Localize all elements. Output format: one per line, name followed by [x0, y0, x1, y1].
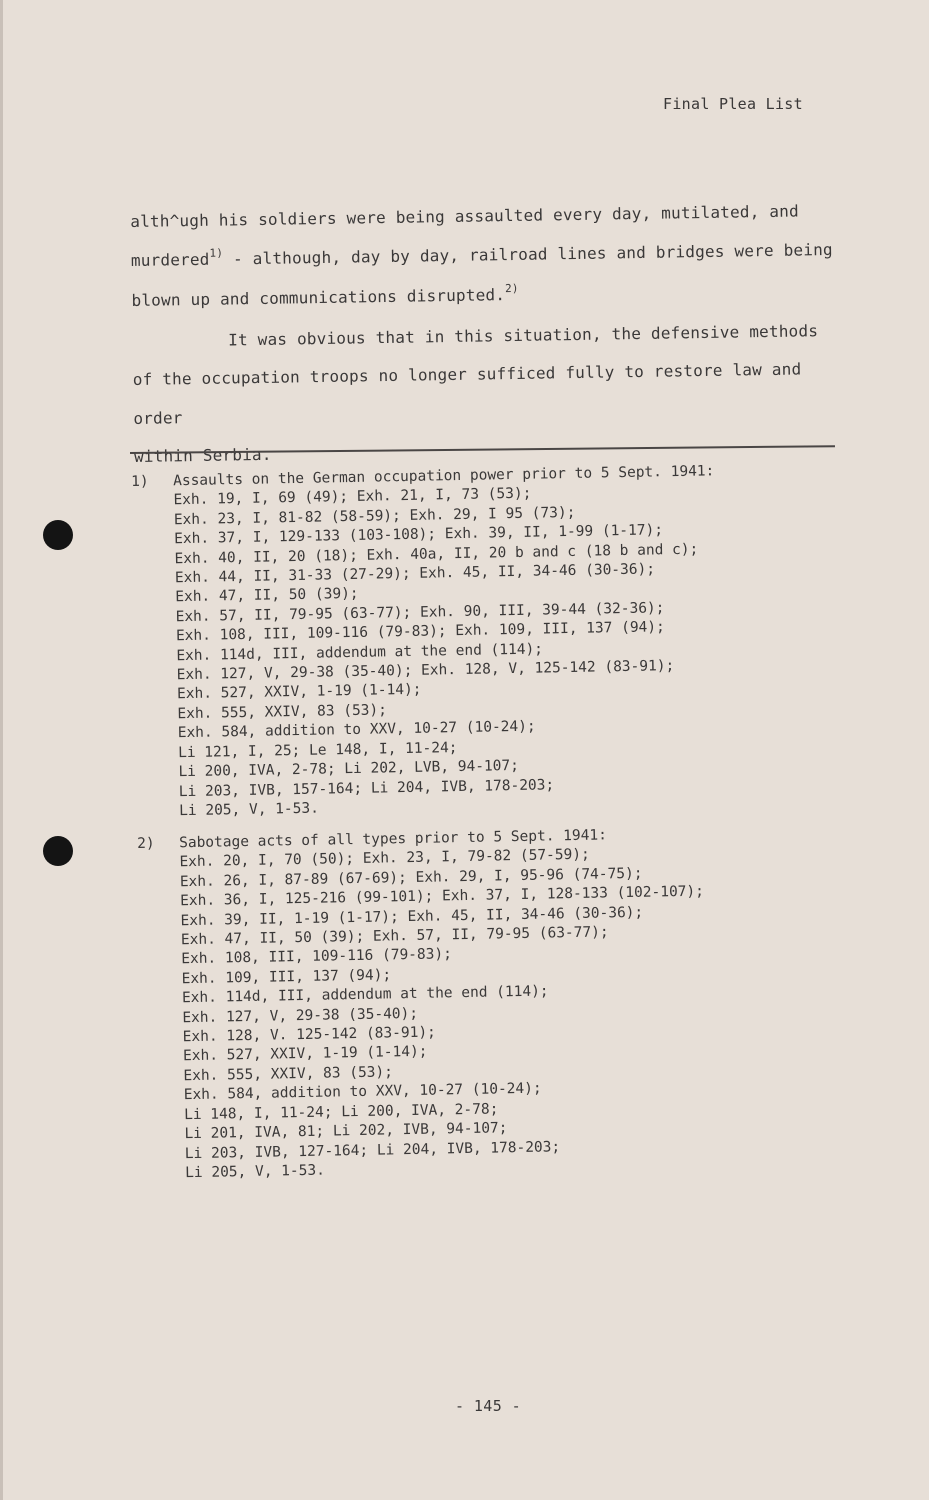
footnote-line: Assaults on the German occupation power prior to 5 Sept. 1941: [173, 463, 715, 490]
footnote-line: Exh. 555, XXIV, 83 (53); [177, 702, 388, 723]
footnote-line: Exh. 23, I, 81-82 (58-59); Exh. 29, I 95 (73); [173, 504, 576, 529]
footnote-line: Li 200, IVA, 2-78; Li 202, LVB, 94-107; [178, 758, 520, 781]
footnote-line: Exh. 26, I, 87-89 (67-69); Exh. 29, I, 95-96 (74-75); [179, 865, 643, 891]
footnote-line: Li 203, IVB, 157-164; Li 204, IVB, 178-203; [178, 776, 555, 800]
body-line-text: within Serbia. [133, 444, 272, 466]
body-line-text: alth^ugh his soldiers were being assaulted every day, mutilated, and [130, 201, 799, 231]
punch-hole [43, 520, 73, 550]
page-number: - 145 - [455, 1397, 522, 1415]
footnote-line: Exh. 127, V, 29-38 (35-40); Exh. 128, V, 125-142 (83-91); [176, 658, 675, 684]
body-text [130, 192, 846, 477]
footnote-line: Sabotage acts of all types prior to 5 Sept. 1941: [179, 827, 607, 852]
footnote-line: Exh. 114d, III, addendum at the end (114); [176, 641, 544, 664]
footnote-line: Li 205, V, 1-53. [179, 800, 320, 820]
footnote-line: Exh. 527, XXIV, 1-19 (1-14); [182, 1044, 428, 1065]
footnote-line: Exh. 47, II, 50 (39); [175, 586, 359, 606]
body-line-text: It was obvious that in this situation, the defensive methods [228, 320, 819, 349]
footnote-line: Exh. 44, II, 31-33 (27-29); Exh. 45, II, 34-46 (30-36); [174, 561, 656, 587]
footnote-number: 1) [131, 473, 149, 490]
footnote-line: Exh. 108, III, 109-116 (79-83); [181, 946, 453, 968]
footnote-line: Exh. 109, III, 137 (94); [181, 967, 392, 988]
footnote-line: Li 148, I, 11-24; Li 200, IVA, 2-78; [183, 1101, 499, 1123]
footnote-2 [137, 825, 709, 1185]
body-line-text: blown up and communications disrupted. [131, 285, 506, 310]
footnote-line: Li 201, IVA, 81; Li 202, IVB, 94-107; [184, 1120, 508, 1143]
footnote-line: Exh. 108, III, 109-116 (79-83); Exh. 109, III, 137 (94); [175, 619, 665, 645]
footnote-line: Exh. 114d, III, addendum at the end (114); [181, 983, 549, 1007]
footnote-line: Exh. 47, II, 50 (39); Exh. 57, II, 79-95 (63-77); [180, 924, 609, 949]
footnote-line: Exh. 40, II, 20 (18); Exh. 40a, II, 20 b and c (18 b and c); [174, 541, 699, 567]
footnote-1 [131, 462, 721, 822]
footnote-line: Exh. 37, I, 129-133 (103-108); Exh. 39, II, 1-99 (1-17); [174, 522, 664, 548]
footnote-number: 2) [137, 835, 155, 852]
footnote-line: Exh. 57, II, 79-95 (63-77); Exh. 90, III, 39-44 (32-36); [175, 600, 665, 626]
footnote-ref: 1) [209, 246, 224, 260]
body-line-text: - although, day by day, railroad lines and bridges were being [223, 239, 833, 269]
punch-hole [43, 836, 73, 866]
body-line-text: of the occupation troops no longer sufficed fully to restore law and order [132, 359, 802, 428]
footnote-line: Exh. 527, XXIV, 1-19 (1-14); [176, 682, 422, 703]
footnote-line: Li 121, I, 25; Le 148, I, 11-24; [177, 739, 458, 761]
footnote-ref: 2) [504, 281, 519, 296]
footnote-line: Exh. 39, II, 1-19 (1-17); Exh. 45, II, 34-46 (30-36); [180, 904, 644, 929]
footnote-line: Li 203, IVB, 127-164; Li 204, IVB, 178-203; [184, 1138, 561, 1162]
footnote-line: Exh. 20, I, 70 (50); Exh. 23, I, 79-82 (57-59); [179, 847, 590, 871]
footnote-line: Exh. 555, XXIV, 83 (53); [183, 1064, 394, 1085]
footnote-line: Exh. 584, addition to XXV, 10-27 (10-24); [177, 718, 536, 742]
footnote-line: Exh. 127, V, 29-38 (35-40); [182, 1005, 419, 1026]
page-edge [0, 0, 3, 1500]
footnote-line: Exh. 584, addition to XXV, 10-27 (10-24); [183, 1080, 542, 1104]
body-line [132, 350, 845, 438]
footnote-line: Exh. 128, V. 125-142 (83-91); [182, 1024, 436, 1046]
body-line-text: murdered [130, 249, 210, 270]
page-header: Final Plea List [663, 95, 803, 113]
footnote-line: Li 205, V, 1-53. [185, 1162, 326, 1182]
footnote-line: Exh. 19, I, 69 (49); Exh. 21, I, 73 (53); [173, 486, 532, 509]
footnote-line: Exh. 36, I, 125-216 (99-101); Exh. 37, I, 128-133 (102-107); [180, 883, 705, 910]
